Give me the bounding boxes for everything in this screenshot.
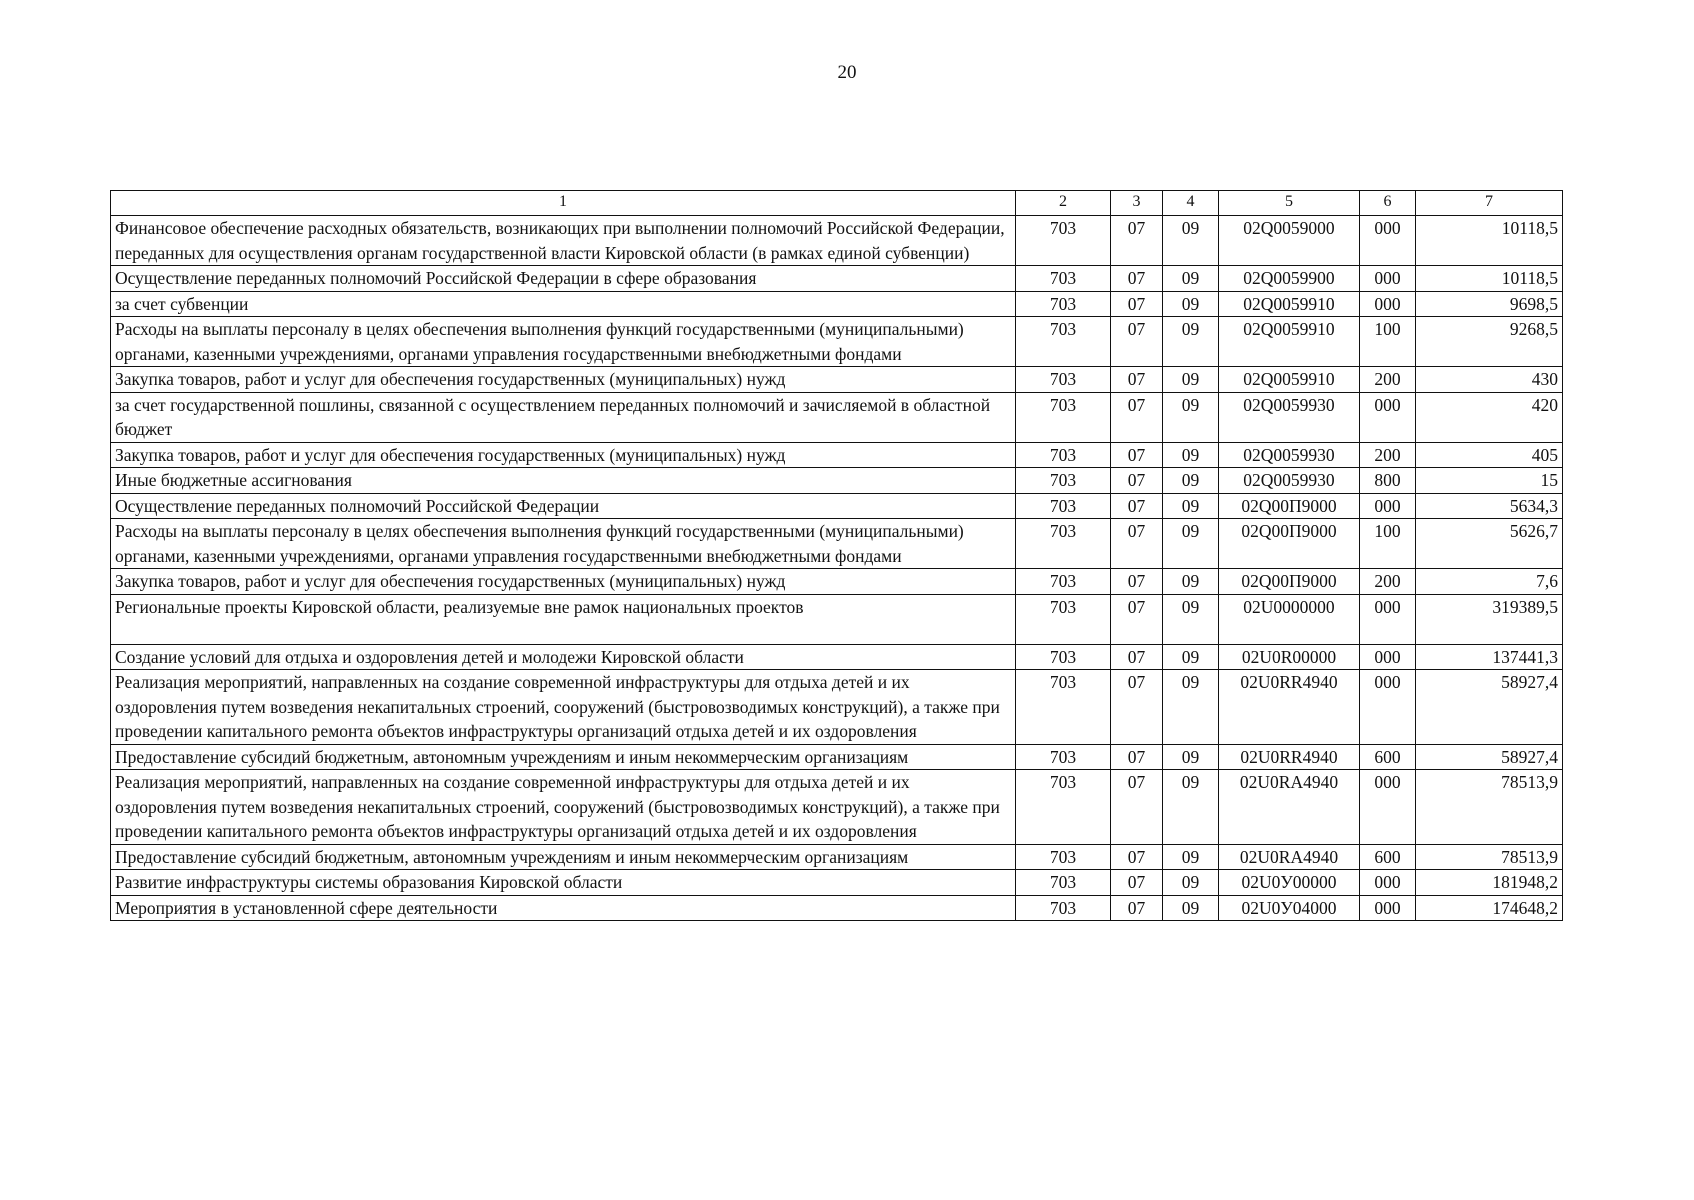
admin-code-cell: 703	[1016, 216, 1111, 266]
admin-code-cell: 703	[1016, 468, 1111, 494]
expense-type-code-cell: 200	[1360, 569, 1416, 595]
expense-type-code-cell: 000	[1360, 216, 1416, 266]
subsection-code-cell: 09	[1163, 493, 1219, 519]
table-row	[111, 895, 1563, 921]
section-code-cell: 07	[1111, 870, 1163, 896]
expense-type-code-cell: 200	[1360, 442, 1416, 468]
table-row	[111, 493, 1563, 519]
item-name-cell: Предоставление субсидий бюджетным, автономным учреждениям и иным некоммерческим организациям	[111, 744, 1016, 770]
admin-code-cell: 703	[1016, 392, 1111, 442]
admin-code-cell: 703	[1016, 594, 1111, 644]
item-name-cell: Закупка товаров, работ и услуг для обеспечения государственных (муниципальных) нужд	[111, 367, 1016, 393]
col-header-5: 5	[1219, 191, 1360, 216]
table-row	[111, 317, 1563, 367]
table-row	[111, 468, 1563, 494]
admin-code-cell: 703	[1016, 895, 1111, 921]
item-name-cell: Осуществление переданных полномочий Российской Федерации	[111, 493, 1016, 519]
admin-code-cell: 703	[1016, 670, 1111, 745]
expense-type-code-cell: 000	[1360, 493, 1416, 519]
section-code-cell: 07	[1111, 744, 1163, 770]
expense-type-code-cell: 100	[1360, 519, 1416, 569]
admin-code-cell: 703	[1016, 266, 1111, 292]
section-code-cell: 07	[1111, 770, 1163, 845]
subsection-code-cell: 09	[1163, 216, 1219, 266]
subsection-code-cell: 09	[1163, 895, 1219, 921]
expense-type-code-cell: 000	[1360, 770, 1416, 845]
subsection-code-cell: 09	[1163, 442, 1219, 468]
col-header-4: 4	[1163, 191, 1219, 216]
admin-code-cell: 703	[1016, 367, 1111, 393]
subsection-code-cell: 09	[1163, 468, 1219, 494]
section-code-cell: 07	[1111, 594, 1163, 644]
table-row	[111, 569, 1563, 595]
amount-cell: 58927,4	[1416, 670, 1563, 745]
table-row	[111, 519, 1563, 569]
target-article-code-cell: 02U0У04000	[1219, 895, 1360, 921]
admin-code-cell: 703	[1016, 870, 1111, 896]
expense-type-code-cell: 000	[1360, 291, 1416, 317]
section-code-cell: 07	[1111, 291, 1163, 317]
target-article-code-cell: 02Q0059910	[1219, 317, 1360, 367]
section-code-cell: 07	[1111, 468, 1163, 494]
table-row	[111, 216, 1563, 266]
item-name-cell: Осуществление переданных полномочий Российской Федерации в сфере образования	[111, 266, 1016, 292]
item-name-cell: Закупка товаров, работ и услуг для обеспечения государственных (муниципальных) нужд	[111, 569, 1016, 595]
target-article-code-cell: 02Q0059930	[1219, 468, 1360, 494]
amount-cell: 15	[1416, 468, 1563, 494]
amount-cell: 319389,5	[1416, 594, 1563, 644]
expense-type-code-cell: 000	[1360, 644, 1416, 670]
admin-code-cell: 703	[1016, 317, 1111, 367]
admin-code-cell: 703	[1016, 744, 1111, 770]
target-article-code-cell: 02Q00П9000	[1219, 493, 1360, 519]
subsection-code-cell: 09	[1163, 317, 1219, 367]
expense-type-code-cell: 600	[1360, 744, 1416, 770]
admin-code-cell: 703	[1016, 569, 1111, 595]
item-name-cell: Иные бюджетные ассигнования	[111, 468, 1016, 494]
table-row	[111, 442, 1563, 468]
header-row	[111, 191, 1563, 216]
item-name-cell: Реализация мероприятий, направленных на создание современной инфраструктуры для отдыха детей и их оздоровления путем возведения некапитальных строений, сооружений (быстровозводимых конструкций), а также при проведении капитального ремонта объектов инфраструктуры организаций отдыха детей и их оздоровления	[111, 670, 1016, 745]
target-article-code-cell: 02Q0059910	[1219, 291, 1360, 317]
target-article-code-cell: 02U0У00000	[1219, 870, 1360, 896]
section-code-cell: 07	[1111, 670, 1163, 745]
item-name-cell: Расходы на выплаты персоналу в целях обеспечения выполнения функций государственными (муниципальными) органами, казенными учреждениями, органами управления государственными внебюджетными фондами	[111, 519, 1016, 569]
expense-type-code-cell: 000	[1360, 392, 1416, 442]
subsection-code-cell: 09	[1163, 367, 1219, 393]
target-article-code-cell: 02U0RA4940	[1219, 844, 1360, 870]
item-name-cell: Реализация мероприятий, направленных на создание современной инфраструктуры для отдыха детей и их оздоровления путем возведения некапитальных строений, сооружений (быстровозводимых конструкций), а также при проведении капитального ремонта объектов инфраструктуры организаций отдыха детей и их оздоровления	[111, 770, 1016, 845]
col-header-6: 6	[1360, 191, 1416, 216]
item-name-cell: Региональные проекты Кировской области, реализуемые вне рамок национальных проектов	[111, 594, 1016, 644]
section-code-cell: 07	[1111, 493, 1163, 519]
amount-cell: 137441,3	[1416, 644, 1563, 670]
target-article-code-cell: 02Q00П9000	[1219, 569, 1360, 595]
section-code-cell: 07	[1111, 519, 1163, 569]
budget-table	[110, 190, 1563, 921]
admin-code-cell: 703	[1016, 291, 1111, 317]
subsection-code-cell: 09	[1163, 670, 1219, 745]
target-article-code-cell: 02Q0059910	[1219, 367, 1360, 393]
expense-type-code-cell: 200	[1360, 367, 1416, 393]
expense-type-code-cell: 000	[1360, 266, 1416, 292]
item-name-cell: Мероприятия в установленной сфере деятельности	[111, 895, 1016, 921]
table-row	[111, 744, 1563, 770]
item-name-cell: Предоставление субсидий бюджетным, автономным учреждениям и иным некоммерческим организациям	[111, 844, 1016, 870]
admin-code-cell: 703	[1016, 770, 1111, 845]
table-row	[111, 367, 1563, 393]
expense-type-code-cell: 600	[1360, 844, 1416, 870]
subsection-code-cell: 09	[1163, 519, 1219, 569]
amount-cell: 5626,7	[1416, 519, 1563, 569]
amount-cell: 430	[1416, 367, 1563, 393]
amount-cell: 10118,5	[1416, 216, 1563, 266]
item-name-cell: за счет субвенции	[111, 291, 1016, 317]
subsection-code-cell: 09	[1163, 594, 1219, 644]
table-row	[111, 392, 1563, 442]
expense-type-code-cell: 000	[1360, 895, 1416, 921]
subsection-code-cell: 09	[1163, 844, 1219, 870]
table-row	[111, 670, 1563, 745]
expense-type-code-cell: 000	[1360, 594, 1416, 644]
section-code-cell: 07	[1111, 317, 1163, 367]
amount-cell: 5634,3	[1416, 493, 1563, 519]
subsection-code-cell: 09	[1163, 870, 1219, 896]
admin-code-cell: 703	[1016, 493, 1111, 519]
amount-cell: 174648,2	[1416, 895, 1563, 921]
admin-code-cell: 703	[1016, 644, 1111, 670]
section-code-cell: 07	[1111, 442, 1163, 468]
amount-cell: 78513,9	[1416, 770, 1563, 845]
expense-type-code-cell: 000	[1360, 870, 1416, 896]
target-article-code-cell: 02Q0059000	[1219, 216, 1360, 266]
admin-code-cell: 703	[1016, 844, 1111, 870]
admin-code-cell: 703	[1016, 442, 1111, 468]
target-article-code-cell: 02U0000000	[1219, 594, 1360, 644]
subsection-code-cell: 09	[1163, 266, 1219, 292]
col-header-1: 1	[111, 191, 1016, 216]
amount-cell: 10118,5	[1416, 266, 1563, 292]
target-article-code-cell: 02Q0059930	[1219, 392, 1360, 442]
section-code-cell: 07	[1111, 367, 1163, 393]
section-code-cell: 07	[1111, 844, 1163, 870]
table-row	[111, 594, 1563, 644]
target-article-code-cell: 02Q0059900	[1219, 266, 1360, 292]
amount-cell: 78513,9	[1416, 844, 1563, 870]
amount-cell: 9698,5	[1416, 291, 1563, 317]
table-body	[111, 216, 1563, 921]
col-header-7: 7	[1416, 191, 1563, 216]
table-row	[111, 870, 1563, 896]
table-row	[111, 844, 1563, 870]
amount-cell: 405	[1416, 442, 1563, 468]
item-name-cell: за счет государственной пошлины, связанной с осуществлением переданных полномочий и зачисляемой в областной бюджет	[111, 392, 1016, 442]
table-row	[111, 644, 1563, 670]
table-row	[111, 266, 1563, 292]
target-article-code-cell: 02Q0059930	[1219, 442, 1360, 468]
target-article-code-cell: 02Q00П9000	[1219, 519, 1360, 569]
subsection-code-cell: 09	[1163, 569, 1219, 595]
amount-cell: 58927,4	[1416, 744, 1563, 770]
amount-cell: 9268,5	[1416, 317, 1563, 367]
table-row	[111, 770, 1563, 845]
expense-type-code-cell: 800	[1360, 468, 1416, 494]
page-number: 20	[837, 62, 857, 83]
target-article-code-cell: 02U0RR4940	[1219, 670, 1360, 745]
amount-cell: 420	[1416, 392, 1563, 442]
target-article-code-cell: 02U0RA4940	[1219, 770, 1360, 845]
expense-type-code-cell: 000	[1360, 670, 1416, 745]
item-name-cell: Финансовое обеспечение расходных обязательств, возникающих при выполнении полномочий Российской Федерации, переданных для осуществления органам государственной власти Кировской области (в рамках единой субвенции)	[111, 216, 1016, 266]
col-header-2: 2	[1016, 191, 1111, 216]
subsection-code-cell: 09	[1163, 644, 1219, 670]
section-code-cell: 07	[1111, 266, 1163, 292]
amount-cell: 7,6	[1416, 569, 1563, 595]
section-code-cell: 07	[1111, 895, 1163, 921]
item-name-cell: Создание условий для отдыха и оздоровления детей и молодежи Кировской области	[111, 644, 1016, 670]
section-code-cell: 07	[1111, 644, 1163, 670]
section-code-cell: 07	[1111, 569, 1163, 595]
item-name-cell: Развитие инфраструктуры системы образования Кировской области	[111, 870, 1016, 896]
expense-type-code-cell: 100	[1360, 317, 1416, 367]
item-name-cell: Закупка товаров, работ и услуг для обеспечения государственных (муниципальных) нужд	[111, 442, 1016, 468]
subsection-code-cell: 09	[1163, 770, 1219, 845]
amount-cell: 181948,2	[1416, 870, 1563, 896]
table-row	[111, 291, 1563, 317]
subsection-code-cell: 09	[1163, 291, 1219, 317]
section-code-cell: 07	[1111, 392, 1163, 442]
item-name-cell: Расходы на выплаты персоналу в целях обеспечения выполнения функций государственными (муниципальными) органами, казенными учреждениями, органами управления государственными внебюджетными фондами	[111, 317, 1016, 367]
subsection-code-cell: 09	[1163, 744, 1219, 770]
admin-code-cell: 703	[1016, 519, 1111, 569]
subsection-code-cell: 09	[1163, 392, 1219, 442]
target-article-code-cell: 02U0R00000	[1219, 644, 1360, 670]
section-code-cell: 07	[1111, 216, 1163, 266]
target-article-code-cell: 02U0RR4940	[1219, 744, 1360, 770]
col-header-3: 3	[1111, 191, 1163, 216]
